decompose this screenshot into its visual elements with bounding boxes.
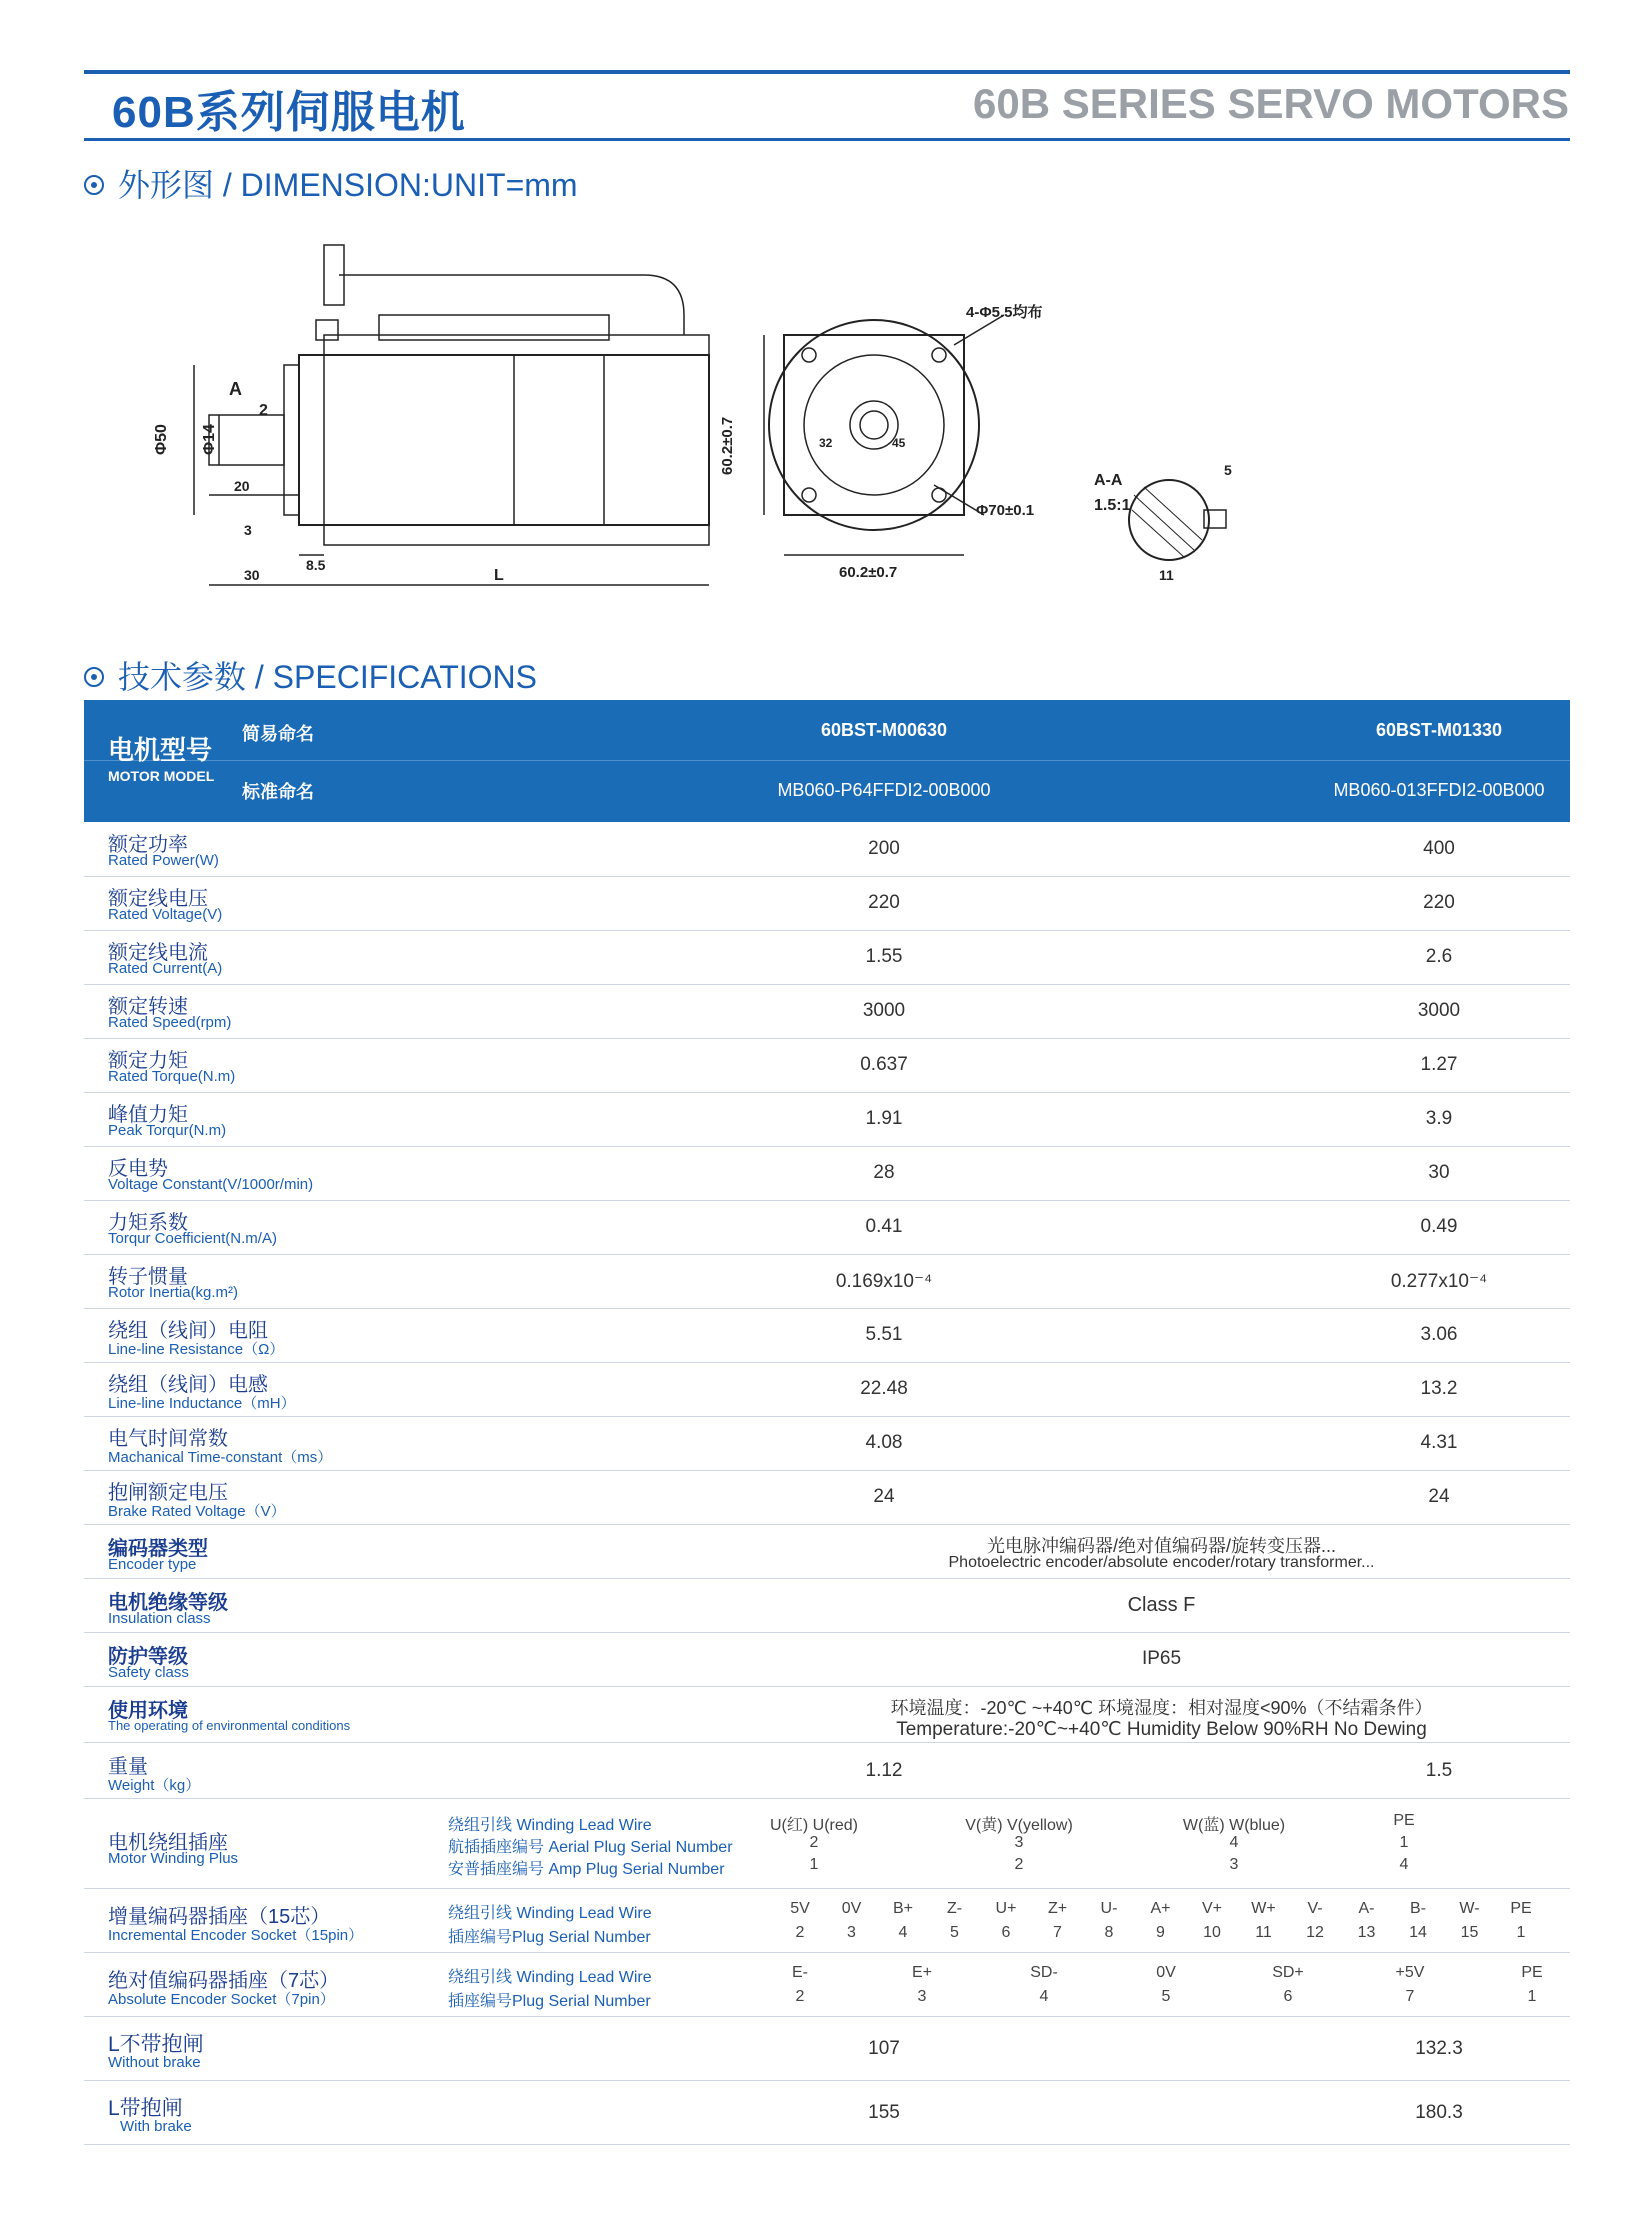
pin-lead-label: B+	[892, 1900, 913, 1917]
spec-row-incremental-encoder: 增量编码器插座（15芯） Incremental Encoder Socket（15pin） 绕组引线 Winding Lead Wire 插座编号Plug Serial Number 5V 2 0V 3 B+ 4 Z- 5 U+ 6 Z+ 7 U- 8 A+ 9 V+ 10 W+ 11 V- 12 A- 13 B- 14 W- 15 PE 1	[84, 1888, 1570, 1953]
spec-row-time-constant: 电气时间常数 Machanical Time-constant（ms） 4.08 4.31	[84, 1416, 1570, 1471]
col1-short-name: 60BST-M00630	[820, 720, 948, 740]
spec-row-inductance: 绕组（线间）电感 Line-line Inductance（mH） 22.48 13.2	[84, 1362, 1570, 1417]
pin-number: 1	[1527, 1988, 1537, 2005]
specs-section-title: 技术参数 / SPECIFICATIONS	[84, 652, 537, 698]
pin-number: 6	[1283, 1988, 1293, 2005]
motor-model-cn: 电机型号	[108, 735, 213, 765]
spec-row-rated-current: 额定线电流 Rated Current(A) 1.55 2.6	[84, 930, 1570, 985]
std-name-label: 标准命名	[242, 782, 314, 802]
pin-number: 1	[1516, 1924, 1526, 1941]
svg-text:60.2±0.7: 60.2±0.7	[839, 564, 898, 581]
pin-lead-label: SD-	[1030, 1964, 1058, 1981]
pin-number: 7	[1053, 1924, 1062, 1941]
pin-lead-label: 0V	[1156, 1964, 1176, 1981]
pin-lead-label: A+	[1150, 1900, 1171, 1917]
spec-row-voltage-constant: 反电势 Voltage Constant(V/1000r/min) 28 30	[84, 1146, 1570, 1201]
spec-row-absolute-encoder: 绝对值编码器插座（7芯） Absolute Encoder Socket（7pin） 绕组引线 Winding Lead Wire 插座编号Plug Serial Number E- 2 E+ 3 SD- 4 0V 5 SD+ 6 +5V 7 PE 1	[84, 1952, 1570, 2017]
dimension-drawing	[84, 225, 1570, 615]
pin-lead-label: U+	[995, 1900, 1017, 1917]
spec-row-rotor-inertia: 转子惯量 Rotor Inertia(kg.m²) 0.169x10⁻⁴ 0.277x10⁻⁴	[84, 1254, 1570, 1309]
col1-std-name: MB060-P64FFDI2-00B000	[777, 780, 991, 800]
col2-short-name: 60BST-M01330	[1375, 720, 1503, 740]
pin-lead-label: SD+	[1272, 1964, 1304, 1981]
pin-number: 9	[1156, 1924, 1165, 1941]
svg-text:45: 45	[892, 436, 906, 450]
page-title-en: 60B SERIES SERVO MOTORS	[973, 80, 1569, 127]
svg-text:3: 3	[244, 522, 252, 538]
spec-row-rated-voltage: 额定线电压 Rated Voltage(V) 220 220	[84, 876, 1570, 931]
pin-lead-label: V-	[1307, 1900, 1323, 1917]
svg-text:30: 30	[244, 567, 260, 583]
spec-row-rated-speed: 额定转速 Rated Speed(rpm) 3000 3000	[84, 984, 1570, 1039]
pin-number: 5	[950, 1924, 959, 1941]
pin-number: 2	[795, 1988, 805, 2005]
circle-bullet-icon	[84, 175, 104, 195]
svg-text:Φ70±0.1: Φ70±0.1	[976, 502, 1035, 519]
pin-number: 14	[1409, 1924, 1427, 1941]
pin-lead-label: Z-	[946, 1900, 963, 1917]
pin-number: 12	[1306, 1924, 1324, 1941]
header-bottom-line	[84, 138, 1570, 141]
pin-number: 7	[1405, 1988, 1415, 2005]
pin-number: 8	[1104, 1924, 1114, 1941]
spec-row-resistance: 绕组（线间）电阻 Line-line Resistance（Ω） 5.51 3.06	[84, 1308, 1570, 1363]
svg-text:8.5: 8.5	[306, 557, 326, 573]
svg-text:60.2±0.7: 60.2±0.7	[719, 416, 736, 475]
svg-text:1.5:1: 1.5:1	[1094, 497, 1131, 514]
pin-lead-label: U-	[1100, 1900, 1118, 1917]
pin-number: 3	[847, 1924, 856, 1941]
drawing-label: A	[229, 379, 242, 399]
dimension-section-title: 外形图 / DIMENSION:UNIT=mm	[84, 160, 578, 206]
svg-text:32: 32	[819, 436, 833, 450]
pin-number: 13	[1357, 1924, 1376, 1941]
spec-row-environment: 使用环境 The operating of environmental conditions 环境温度：-20℃ ~+40℃ 环境湿度：相对湿度<90%（不结霜条件） Temperature:-20℃~+40℃ Humidity Below 90%RH No Dewing	[84, 1686, 1570, 1743]
pin-lead-label: V+	[1201, 1900, 1222, 1917]
spec-row-length-with-brake: L带抱闸 With brake 155 180.3	[84, 2080, 1570, 2145]
svg-text:Φ50: Φ50	[153, 424, 170, 455]
spec-row-rated-torque: 额定力矩 Rated Torque(N.m) 0.637 1.27	[84, 1038, 1570, 1093]
pin-lead-label: Z+	[1047, 1900, 1068, 1917]
pin-lead-label: 0V	[841, 1900, 862, 1917]
circle-bullet-icon	[84, 667, 104, 687]
svg-text:20: 20	[234, 478, 250, 494]
svg-text:2: 2	[259, 402, 268, 419]
motor-model-en: MOTOR MODEL	[108, 768, 215, 784]
pin-lead-label: PE	[1510, 1900, 1532, 1917]
pin-lead-label: E-	[792, 1964, 808, 1981]
spec-row-weight: 重量 Weight（kg） 1.12 1.5	[84, 1742, 1570, 1799]
spec-row-torque-coefficient: 力矩系数 Torqur Coefficient(N.m/A) 0.41 0.49	[84, 1200, 1570, 1255]
pin-number: 4	[1039, 1988, 1049, 2005]
pin-number: 5	[1161, 1988, 1171, 2005]
pin-number: 15	[1460, 1924, 1479, 1941]
svg-text:Φ14: Φ14	[201, 424, 218, 455]
spec-row-length-without-brake: L不带抱闸 Without brake 107 132.3	[84, 2016, 1570, 2081]
pin-number: 11	[1255, 1924, 1272, 1941]
pin-lead-label: W-	[1459, 1900, 1480, 1917]
svg-text:A-A: A-A	[1094, 472, 1123, 489]
pin-number: 2	[795, 1924, 805, 1941]
spec-row-peak-torque: 峰值力矩 Peak Torqur(N.m) 1.91 3.9	[84, 1092, 1570, 1147]
pin-lead-label: B-	[1410, 1900, 1426, 1917]
svg-text:11: 11	[1159, 567, 1174, 583]
svg-text:4-Φ5.5均布: 4-Φ5.5均布	[966, 304, 1043, 321]
pin-lead-label: W+	[1251, 1900, 1276, 1917]
pin-number: 6	[1001, 1924, 1011, 1941]
pin-lead-label: +5V	[1395, 1964, 1425, 1981]
pin-number: 4	[898, 1924, 908, 1941]
svg-text:5: 5	[1224, 462, 1232, 478]
pin-lead-label: E+	[911, 1964, 932, 1981]
col2-std-name: MB060-013FFDI2-00B000	[1333, 780, 1545, 800]
spec-row-safety: 防护等级 Safety class IP65	[84, 1632, 1570, 1687]
pin-lead-label: PE	[1521, 1964, 1543, 1981]
header-divider	[84, 760, 1570, 761]
spec-row-insulation: 电机绝缘等级 Insulation class Class F	[84, 1578, 1570, 1633]
svg-text:L: L	[494, 567, 504, 584]
pin-number: 3	[917, 1988, 927, 2005]
spec-table-header	[84, 700, 1570, 822]
page-title-cn: 60B系列伺服电机	[112, 88, 466, 137]
spec-row-encoder-type: 编码器类型 Encoder type 光电脉冲编码器/绝对值编码器/旋转变压器... Photoelectric encoder/absolute encoder/rotary transformer...	[84, 1524, 1570, 1579]
pin-number: 10	[1203, 1924, 1221, 1941]
spec-row-brake-voltage: 抱闸额定电压 Brake Rated Voltage（V） 24 24	[84, 1470, 1570, 1525]
header-top-line	[84, 70, 1570, 74]
spec-row-rated-power: 额定功率 Rated Power(W) 200 400	[84, 822, 1570, 877]
pin-lead-label: A-	[1358, 1900, 1375, 1917]
short-name-label: 简易命名	[242, 724, 314, 744]
spec-row-motor-winding: 电机绕组插座 Motor Winding Plus 绕组引线 Winding Lead Wire 航插插座编号 Aerial Plug Serial Number 安普插座编号 Amp Plug Serial Number U(红) U(red) 2 1 V(黄) V(yellow) 3 2 W(蓝) W(blue) 4 3 PE 1 4	[84, 1798, 1570, 1889]
pin-lead-label: 5V	[790, 1900, 810, 1917]
